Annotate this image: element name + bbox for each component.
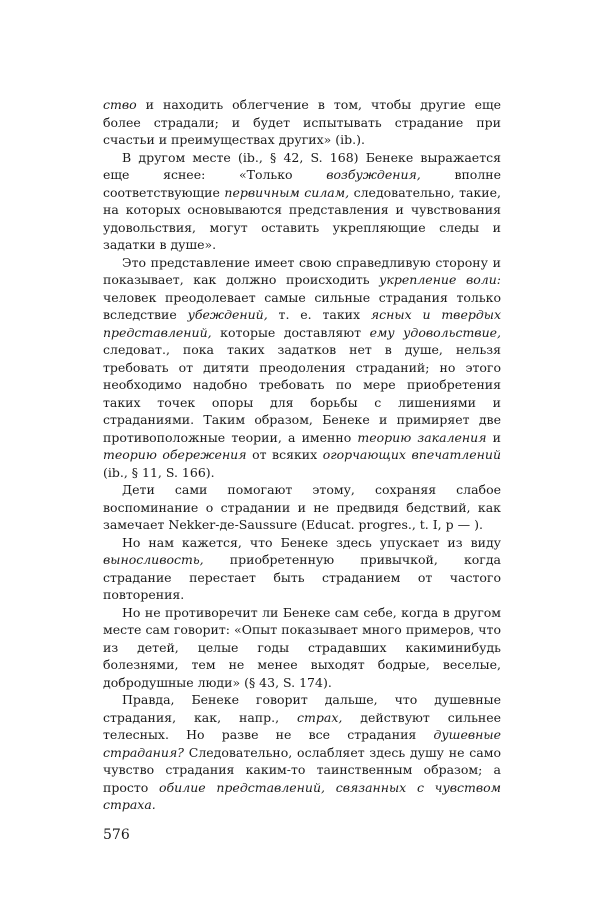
paragraph-4 <box>103 481 501 534</box>
paragraph-7 <box>103 691 501 814</box>
text-span: Дети сами помогают этому, сохраняя слабое воспоминание о страдании и не предвидя бедствий, как замечает Nekker-де-Saussure (Educat. progres., t. I, p — ). <box>103 482 501 532</box>
italic-span: выносливость, <box>103 552 204 567</box>
page-number: 576 <box>103 827 130 843</box>
text-span: и находить облегчение в том, чтобы другие еще более страдали; и будет испытывать страдание при счастьи и преимуществах других» (ib.). <box>103 97 501 147</box>
text-span: (ib., § 11, S. 166). <box>103 464 215 480</box>
text-span: и <box>486 429 501 445</box>
italic-span: страх, <box>297 709 343 725</box>
text-span: следоват., пока таких задатков нет в душе, нельзя требовать от дитяти преодоления страданий; но этого необходимо надобно требовать по мере приобретения таких точек опоры для борьбы с лишениями и страданиями. Таким образом, Бенеке и примиряет две противоположные теории, а именно <box>103 342 501 445</box>
text-span: Правда, Бенеке говорит дальше, что душевные страдания, как, напр., <box>103 692 501 725</box>
text-span: вполне соответствующие <box>103 167 502 200</box>
italic-span: теорию обережения <box>103 447 247 462</box>
text-span: Но нам кажется, что Бенеке здесь упускает из виду <box>122 534 501 550</box>
italic-span: обилие представлений, связанных с чувством страха. <box>103 779 501 812</box>
paragraph-1 <box>103 96 501 149</box>
text-span: от всяких <box>246 447 323 462</box>
italic-span: ему удовольствие, <box>369 324 501 340</box>
text-span: следовательно, такие, на которых основываются представления и чувствования удовольствия, могут оставить укрепляющие следы и задатки в душе». <box>103 184 501 252</box>
text-span: Это представление имеет свою справедливую сторону и показывает, как должно происходить <box>103 254 501 287</box>
text-span: Но не противоречит ли Бенеке сам себе, когда в другом месте сам говорит: «Опыт показывает много примеров, что из детей, целые годы страдавших какиминибудь болезнями, тем не менее выходят бодрые, веселые, добродушные люди» (§ 43, S. 174). <box>103 604 501 690</box>
paragraph-6 <box>103 604 501 692</box>
text-span: которые доставляют <box>211 324 370 340</box>
italic-span: огорчающих впечатлений <box>322 447 501 462</box>
paragraph-5 <box>103 534 501 604</box>
text-span: действуют сильнее телесных. Но разве не все страдания <box>103 709 501 742</box>
paragraph-3 <box>103 254 501 482</box>
italic-span: первичным силам, <box>224 184 350 200</box>
text-span: В другом месте (ib., § 42, S. 168) Бенеке выражается еще яснее: «Только <box>103 149 501 182</box>
text-span: Следовательно, ослабляет здесь душу не само чувство страдания каким-то таинственным образом; а просто <box>103 744 501 795</box>
italic-span: душевные страдания? <box>103 727 501 760</box>
italic-span: укрепление воли: <box>379 272 501 287</box>
italic-span: убеждений, <box>187 307 268 322</box>
italic-span: ство <box>103 97 137 112</box>
body-text <box>103 96 501 814</box>
italic-span: возбуждения, <box>326 167 421 182</box>
italic-span: ясных и твердых представлений, <box>103 307 502 340</box>
text-span: человек преодолевает самые сильные страдания только вследствие <box>103 289 501 322</box>
italic-span: теорию закаления <box>357 429 487 445</box>
paragraph-2 <box>103 149 501 254</box>
text-span: т. е. таких <box>267 307 371 322</box>
text-span: приобретенную привычкой, когда страдание перестает быть страданием от частого повторения. <box>103 552 501 602</box>
